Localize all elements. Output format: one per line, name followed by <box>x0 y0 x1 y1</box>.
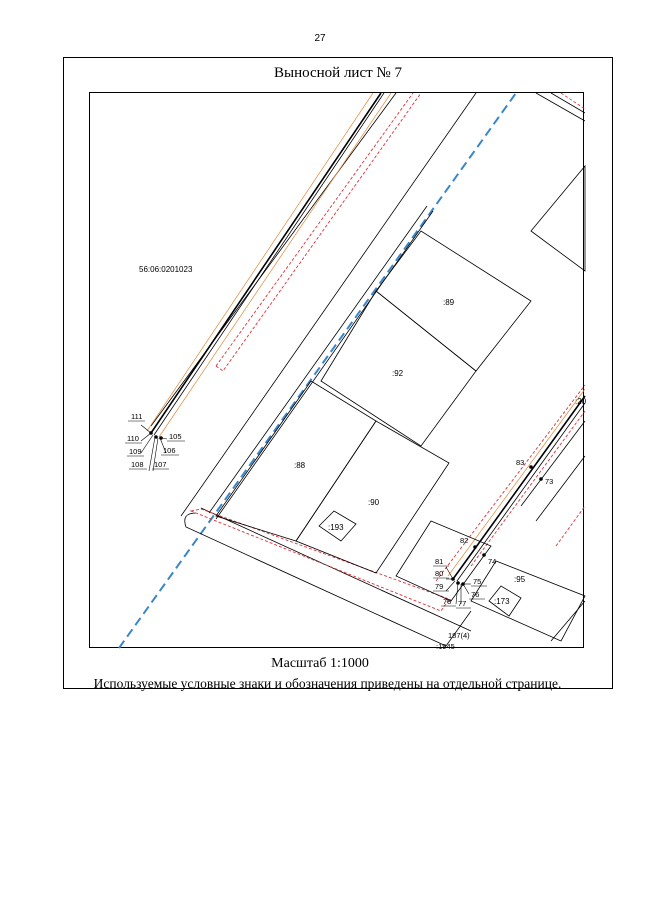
point-label-105: 105 <box>169 432 182 441</box>
parcel-90 <box>296 421 449 573</box>
point-label-73: 73 <box>545 477 554 486</box>
sheet-title: Выносной лист № 7 <box>274 65 402 81</box>
map-frame <box>89 92 587 651</box>
red-dashed-zone-right <box>436 385 585 581</box>
parcel-label-95: :95 <box>514 575 526 584</box>
point-label-76: 76 <box>471 590 480 599</box>
point-label-81: 81 <box>435 557 444 566</box>
parcel-label-20: :20 <box>575 397 587 406</box>
road-outline-lower <box>181 93 476 516</box>
road-right-3 <box>551 601 585 641</box>
road-bottom <box>446 611 471 646</box>
parcel-95-block <box>396 521 491 601</box>
point-83-marker <box>529 465 533 469</box>
point-label-108: 108 <box>131 460 144 469</box>
point-label-75: 75 <box>473 577 482 586</box>
point-label-109: 109 <box>129 447 142 456</box>
parcel-label-90: :90 <box>368 498 380 507</box>
red-dashed-zone-bottom <box>191 509 452 611</box>
road-top-right <box>536 93 585 121</box>
road-outline-upper <box>151 93 396 426</box>
utility-line-a <box>151 93 381 433</box>
point-74-marker <box>482 553 486 557</box>
red-dashed-zone-left-2 <box>216 93 421 371</box>
point-73-marker <box>539 477 543 481</box>
point-label-80: 80 <box>435 569 444 578</box>
parcel-label-88: :88 <box>294 461 306 470</box>
block-number-label: 56:06:0201023 <box>139 265 193 274</box>
red-dashed-zone-right-2 <box>471 411 585 566</box>
road-right-2 <box>536 456 585 521</box>
point-label-106: 106 <box>163 446 176 455</box>
parcel-95 <box>471 561 585 641</box>
parcel-label-92: :92 <box>392 369 404 378</box>
point-label-74: 74 <box>488 557 497 566</box>
utility-right-orange <box>448 389 585 576</box>
point-label-110: 110 <box>127 434 139 443</box>
point-label-77: 77 <box>458 599 467 608</box>
scale-label: Масштаб 1:1000 <box>271 656 369 671</box>
point-label-79: 79 <box>435 582 444 591</box>
point-82-marker <box>473 545 477 549</box>
parcel-label-187: 187(4) <box>448 631 470 640</box>
road-contour-inner <box>209 206 433 519</box>
parcel-right-top <box>531 166 585 271</box>
utility-right-b <box>457 403 585 581</box>
legend-note: Используемые условные знаки и обозначения приведены на отдельной странице. <box>93 676 562 691</box>
red-dashed-zone-far-right <box>556 506 585 546</box>
road-contour-bend <box>185 513 446 646</box>
parcel-label-89: :89 <box>443 298 455 307</box>
point-label-111: 111 <box>131 412 143 421</box>
utility-line-b <box>154 93 384 435</box>
page-number: 27 <box>314 33 326 44</box>
utility-right-a <box>453 396 585 579</box>
utility-orange-a <box>147 93 373 431</box>
parcel-label-193: :193 <box>328 523 344 532</box>
parcel-label-173: :173 <box>494 597 510 606</box>
cadastral-map <box>90 93 585 649</box>
point-label-107: 107 <box>154 460 167 469</box>
point-label-82: 82 <box>460 536 469 545</box>
parcel-label-1945: :1945 <box>436 642 455 651</box>
point-label-83: 83 <box>516 458 525 467</box>
point-label-78: 78 <box>443 597 452 606</box>
